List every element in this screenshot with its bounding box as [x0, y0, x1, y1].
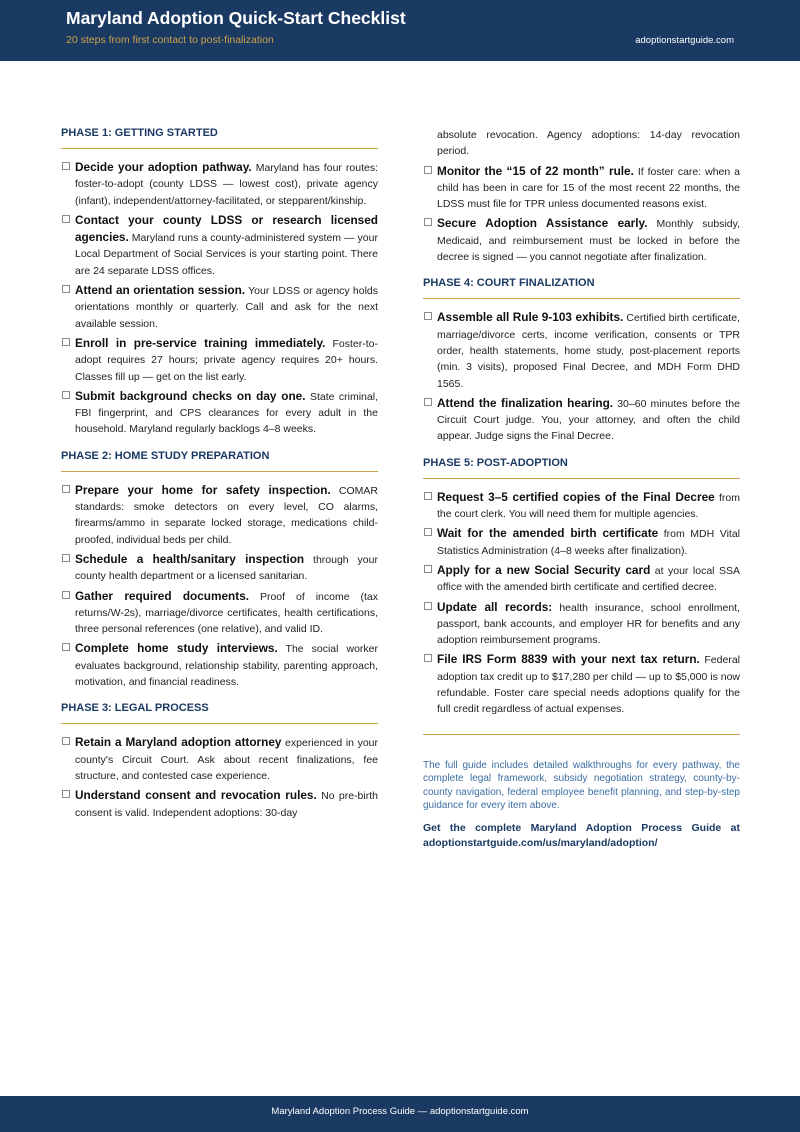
item-description: Maryland has four routes: foster-to-adopt (county LDSS — lowest cost), private agency (infant), independent/attorney-facilitated, or stepparent/kinship. [75, 162, 378, 207]
promo-text: The full guide includes detailed walkthroughs for every pathway, the complete legal framework, subsidy negotiation strategy, county-by-county navigation, federal employee benefit planning, and step-by-step guidance for every item above. [423, 759, 740, 812]
item-title: Monitor the “15 of 22 month” rule. [437, 163, 634, 178]
item-description: Your LDSS or agency holds orientations monthly or quarterly. Call and ask for the next available session. [75, 285, 379, 330]
checklist-item [61, 787, 378, 821]
checklist-item [423, 215, 740, 265]
checkbox[interactable] [424, 398, 432, 406]
checklist-item [61, 212, 378, 279]
checkbox[interactable] [62, 162, 70, 170]
checkbox[interactable] [424, 492, 432, 500]
checkbox[interactable] [424, 528, 432, 536]
right-column [423, 127, 740, 852]
item-description: Foster-to-adopt requires 27 hours; private agency requires 20+ hours. Classes fill up — get on the list early. [75, 337, 378, 383]
checkbox[interactable] [424, 565, 432, 573]
item-description: health insurance, school enrollment, passport, bank accounts, and employer HR for benefits and any adoption reimbursement programs. [437, 601, 740, 647]
item-title: Prepare your home for safety inspection. [75, 482, 331, 497]
item-description: Monthly subsidy, Medicaid, and reimbursement must be locked in before the decree is signed — you cannot negotiate after finalization. [437, 218, 741, 264]
checkbox[interactable] [62, 591, 70, 599]
header-site-link[interactable]: adoptionstartguide.com [635, 35, 734, 46]
item-title: Secure Adoption Assistance early. [437, 216, 648, 231]
item-title: Understand consent and revocation rules. [75, 788, 317, 803]
item-continuation: absolute revocation. Agency adoptions: 14-day revocation period. [437, 129, 740, 158]
item-title: Complete home study interviews. [75, 641, 278, 656]
item-description: State criminal, FBI fingerprint, and CPS clearances for every adult in the household. Maryland regularly backlogs 4–8 weeks. [75, 390, 378, 436]
item-description: The social worker evaluates background, relationship stability, parenting approach, motivation, and financial readiness. [75, 643, 378, 689]
checkbox[interactable] [62, 338, 70, 346]
item-description: 30–60 minutes before the Circuit Court judge. You, your attorney, and often the child appear. Judge signs the Final Decree. [437, 397, 740, 443]
item-title: Apply for a new Social Security card [437, 562, 651, 577]
checkbox[interactable] [62, 285, 70, 293]
item-title: Attend the finalization hearing. [437, 395, 614, 410]
checklist-item [61, 640, 378, 690]
item-title: Contact your county LDSS or research licensed agencies. [75, 212, 378, 245]
item-title: Attend an orientation session. [75, 283, 246, 298]
item-title: Assemble all Rule 9-103 exhibits. [437, 310, 624, 325]
page-subtitle: 20 steps from first contact to post-finalization [66, 34, 274, 46]
item-title: Request 3–5 certified copies of the Final Decree [437, 489, 715, 504]
checkbox[interactable] [62, 485, 70, 493]
checkbox[interactable] [62, 215, 70, 223]
item-title: Gather required documents. [75, 588, 250, 603]
item-title: Decide your adoption pathway. [75, 160, 252, 174]
header-banner [0, 0, 800, 61]
phase-2 [61, 450, 378, 691]
checkbox[interactable] [424, 218, 432, 226]
item-description: Maryland runs a county-administered system — your Local Department of Social Services is your starting point. There are 24 separate LDSS offices. [75, 232, 378, 277]
checkbox[interactable] [424, 654, 432, 662]
checklist-item [61, 159, 378, 209]
checklist-item [423, 163, 740, 213]
item-description: Certified birth certificate, marriage/divorce certs, income verification, consents or TPR order, health statements, home study, post-placement reports (min. 3 visits), proposed Final Decree, and MDH Form DHD 1565. [437, 312, 740, 390]
phase-3 [61, 702, 378, 820]
checkbox[interactable] [424, 166, 432, 174]
item-description: Proof of income (tax returns/W-2s), marriage/divorce certificates, health certifications, three personal references (one relative), and valid ID. [75, 590, 378, 636]
checkbox[interactable] [62, 391, 70, 399]
item-description: experienced in your county's Circuit Court. Ask about recent finalizations, fee structure, and contested case experience. [75, 737, 379, 782]
checklist-item [423, 309, 740, 391]
checkbox[interactable] [62, 790, 70, 798]
footer-banner [0, 1096, 800, 1132]
checkbox[interactable] [62, 737, 70, 745]
checklist-item [61, 551, 378, 585]
left-column [61, 127, 378, 833]
checkbox[interactable] [62, 643, 70, 651]
checklist-item [423, 651, 740, 717]
promo-divider [423, 734, 740, 735]
checklist-item [423, 525, 740, 559]
phase-5 [423, 457, 740, 718]
checklist-item [61, 282, 378, 332]
phase-heading: PHASE 3: LEGAL PROCESS [61, 702, 378, 724]
checkbox[interactable] [62, 554, 70, 562]
item-title: Schedule a health/sanitary inspection [75, 551, 305, 566]
item-title: Retain a Maryland adoption attorney [75, 735, 282, 750]
item-description: COMAR standards: smoke detectors on every level, CO alarms, firearms/ammo in separate locked storage, medications child-proofed, individual beds per child. [75, 484, 379, 546]
item-title: Wait for the amended birth certificate [437, 526, 659, 541]
phase-heading: PHASE 4: COURT FINALIZATION [423, 277, 740, 299]
item-description: Federal adoption tax credit up to $17,280 per child — up to $5,000 is now refundable. Foster care special needs adoptions qualify for the full credit regardless of actual expenses. [437, 654, 740, 716]
checklist-item [61, 388, 378, 438]
item-description: at your local SSA office with the amended birth certificate and certified decree. [437, 564, 740, 594]
phase-4 [423, 277, 740, 444]
item-description: from the court clerk. You will need them for multiple agencies. [437, 491, 740, 521]
checklist-item [423, 562, 740, 596]
checklist-item [423, 489, 740, 523]
checklist-item [61, 734, 378, 784]
checkbox[interactable] [424, 602, 432, 610]
phase-1 [61, 127, 378, 438]
checklist-item [423, 599, 740, 649]
promo-link[interactable]: Get the complete Maryland Adoption Process Guide at adoptionstartguide.com/us/maryland/adoption/ [423, 821, 740, 850]
item-description: If foster care: when a child has been in care for 15 of the most recent 22 months, the LDSS must file for TPR unless documented reasons exist. [437, 165, 740, 211]
item-description: through your county health department or a licensed sanitarian. [75, 553, 378, 583]
checklist-item [61, 335, 378, 385]
checklist-item [61, 588, 378, 638]
checklist-item [61, 482, 378, 548]
item-description: from MDH Vital Statistics Administration (4–8 weeks after finalization). [437, 528, 740, 557]
item-title: Submit background checks on day one. [75, 388, 306, 403]
item-title: Update all records: [437, 599, 553, 614]
item-title: File IRS Form 8839 with your next tax return. [437, 652, 700, 667]
phase-heading: PHASE 2: HOME STUDY PREPARATION [61, 450, 378, 472]
item-title: Enroll in pre-service training immediately. [75, 335, 326, 350]
page-title: Maryland Adoption Quick-Start Checklist [66, 8, 406, 28]
footer-text: Maryland Adoption Process Guide — adoptionstartguide.com [271, 1106, 529, 1117]
item-description: No pre-birth consent is valid. Independent adoptions: 30-day [75, 790, 378, 819]
checkbox[interactable] [424, 312, 432, 320]
phase-heading: PHASE 1: GETTING STARTED [61, 127, 378, 149]
phase-heading: PHASE 5: POST-ADOPTION [423, 457, 740, 479]
checklist-item [423, 395, 740, 445]
